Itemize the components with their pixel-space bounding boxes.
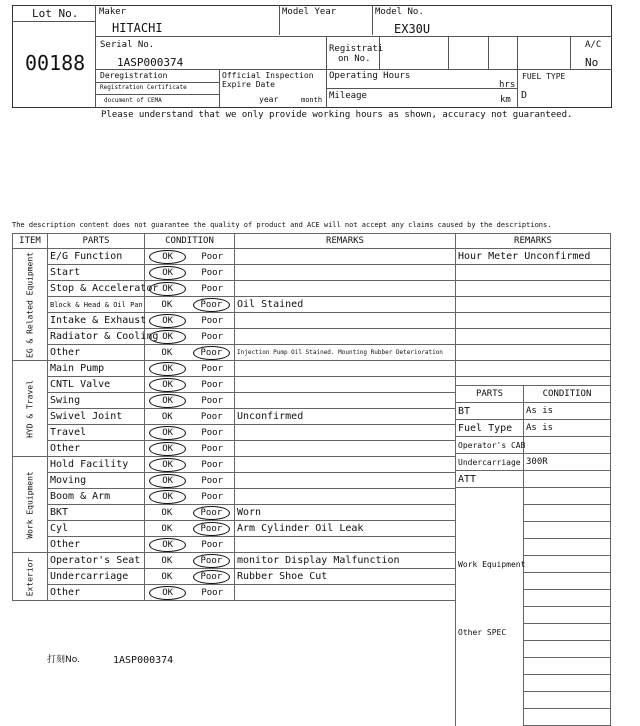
- spec-part: [456, 709, 524, 726]
- part-name: Start: [48, 265, 145, 281]
- spec-part: [456, 692, 524, 709]
- spec-part: [456, 539, 524, 556]
- spec-condition: [524, 556, 611, 573]
- spec-row: [456, 522, 611, 539]
- part-name: Block & Head & Oil Pan: [48, 297, 145, 313]
- spec-condition: [524, 539, 611, 556]
- condition-cell: [145, 505, 235, 521]
- condition-cell: [145, 489, 235, 505]
- ok-option[interactable]: OK: [149, 394, 186, 408]
- ok-option[interactable]: OK: [149, 458, 186, 472]
- remark-cell: [235, 457, 456, 473]
- ok-option[interactable]: OK: [161, 299, 173, 310]
- lot-no: 00188: [25, 51, 86, 75]
- table-row: [13, 329, 611, 345]
- spec-row: [456, 573, 611, 590]
- remark-cell: [235, 361, 456, 377]
- remark2-cell: [456, 345, 611, 361]
- stamp-no-label: 打刻No.: [47, 655, 80, 665]
- spec-part: Operator's CAB: [456, 437, 524, 454]
- condition-cell: [145, 281, 235, 297]
- poor-option[interactable]: Poor: [193, 298, 230, 312]
- poor-option[interactable]: Poor: [201, 395, 223, 406]
- ok-option[interactable]: OK: [149, 474, 186, 488]
- disclaimer-text: The description content does not guarantee the quality of product and ACE will not accept any claims caused by the descriptions.: [12, 221, 552, 229]
- spec-row: [456, 454, 611, 471]
- part-name: Other: [48, 585, 145, 601]
- model-no-value: EX30U: [394, 22, 431, 36]
- spec-part: BT: [456, 403, 524, 420]
- spec-part: [456, 641, 524, 658]
- spec-condition: [524, 658, 611, 675]
- spec-condition: [524, 624, 611, 641]
- spec-part: [456, 675, 524, 692]
- spec-condition: [524, 505, 611, 522]
- part-name: Travel: [48, 425, 145, 441]
- part-name: E/G Function: [48, 249, 145, 265]
- spec-row: [456, 505, 611, 522]
- table-row: [13, 345, 611, 361]
- part-name: Moving: [48, 473, 145, 489]
- serial-no-value: 1ASP000374: [117, 56, 184, 69]
- part-name: Hold Facility: [48, 457, 145, 473]
- group-label-cell: [13, 249, 48, 361]
- poor-option[interactable]: Poor: [201, 315, 223, 326]
- official-inspection-label-1: Official Inspection: [222, 71, 314, 80]
- group-label: Exterior: [25, 557, 35, 596]
- ok-option[interactable]: OK: [149, 266, 186, 280]
- spec-row: [456, 692, 611, 709]
- spec-row: [456, 437, 611, 454]
- spec-condition-header: CONDITION: [524, 386, 611, 403]
- part-name: Other: [48, 441, 145, 457]
- spec-part: ATT: [456, 471, 524, 488]
- poor-option[interactable]: Poor: [193, 506, 230, 520]
- condition-cell: [145, 537, 235, 553]
- part-name: Swing: [48, 393, 145, 409]
- spec-part: [456, 505, 524, 522]
- poor-option[interactable]: Poor: [193, 570, 230, 584]
- spec-part: Work Equipment: [456, 556, 524, 573]
- ok-option[interactable]: OK: [161, 507, 173, 518]
- spec-condition: [524, 641, 611, 658]
- remark-cell: [235, 489, 456, 505]
- spec-row: [456, 709, 611, 726]
- spec-condition: [524, 437, 611, 454]
- poor-option[interactable]: Poor: [201, 267, 223, 278]
- spec-row: [456, 471, 611, 488]
- spec-part: [456, 607, 524, 624]
- condition-cell: [145, 297, 235, 313]
- ok-option[interactable]: OK: [149, 250, 186, 264]
- deregistration-label: Deregistration: [100, 71, 168, 80]
- poor-option[interactable]: Poor: [201, 427, 223, 438]
- operating-hours-label: Operating Hours: [329, 71, 411, 81]
- spec-condition: As is: [524, 420, 611, 437]
- part-name: Intake & Exhaust: [48, 313, 145, 329]
- ac-value: No: [585, 56, 599, 69]
- spec-part: Other SPEC: [456, 624, 524, 641]
- stamp-no-value: 1ASP000374: [113, 655, 174, 666]
- registration-no-label-2: on No.: [338, 54, 371, 64]
- spec-row: [456, 403, 611, 420]
- remark-cell: [235, 377, 456, 393]
- spec-row: [456, 539, 611, 556]
- spec-condition: [524, 709, 611, 726]
- poor-option[interactable]: Poor: [201, 443, 223, 454]
- spec-condition: [524, 607, 611, 624]
- poor-option[interactable]: Poor: [201, 379, 223, 390]
- condition-cell: [145, 585, 235, 601]
- poor-option[interactable]: Poor: [193, 346, 230, 360]
- registration-no-label-1: Registrati: [329, 44, 384, 54]
- spec-row: [456, 556, 611, 573]
- col-condition: CONDITION: [145, 234, 235, 249]
- condition-cell: [145, 457, 235, 473]
- remark-cell: [235, 249, 456, 265]
- spec-row: [456, 658, 611, 675]
- table-row: [13, 313, 611, 329]
- poor-option[interactable]: Poor: [201, 363, 223, 374]
- poor-option[interactable]: Poor: [201, 251, 223, 262]
- condition-cell: [145, 265, 235, 281]
- remark2-cell: [456, 281, 611, 297]
- ok-option[interactable]: OK: [149, 586, 186, 600]
- condition-cell: [145, 329, 235, 345]
- table-row: [13, 249, 611, 265]
- spec-part: [456, 658, 524, 675]
- ok-option[interactable]: OK: [161, 411, 173, 422]
- ok-option[interactable]: OK: [149, 314, 186, 328]
- spec-row: [456, 624, 611, 641]
- year-label: year: [259, 95, 279, 104]
- table-row: [13, 281, 611, 297]
- ok-option[interactable]: OK: [161, 571, 173, 582]
- spec-part: [456, 488, 524, 505]
- ok-option[interactable]: OK: [149, 426, 186, 440]
- remark-cell: [235, 313, 456, 329]
- part-name: Operator's Seat: [48, 553, 145, 569]
- model-year-label: Model Year: [282, 7, 337, 17]
- table-row: [13, 361, 611, 377]
- col-item: ITEM: [13, 234, 48, 249]
- ok-option[interactable]: OK: [149, 442, 186, 456]
- spec-condition: [524, 675, 611, 692]
- remark-cell: Oil Stained: [235, 297, 456, 313]
- condition-cell: [145, 377, 235, 393]
- part-name: Radiator & Cooling: [48, 329, 145, 345]
- ac-label: A/C: [585, 40, 602, 50]
- spec-condition: As is: [524, 403, 611, 420]
- condition-cell: [145, 553, 235, 569]
- remark2-cell: Hour Meter Unconfirmed: [456, 249, 611, 265]
- spec-part: [456, 522, 524, 539]
- ok-option[interactable]: OK: [149, 282, 186, 296]
- ok-option[interactable]: OK: [149, 378, 186, 392]
- part-name: Stop & Accelerator: [48, 281, 145, 297]
- spec-condition: [524, 471, 611, 488]
- poor-option[interactable]: Poor: [193, 522, 230, 536]
- spec-condition: [524, 692, 611, 709]
- poor-option[interactable]: Poor: [201, 331, 223, 342]
- remark2-cell: [456, 265, 611, 281]
- remark-cell: Worn: [235, 505, 456, 521]
- condition-cell: [145, 249, 235, 265]
- remark2-cell: [456, 313, 611, 329]
- remark-cell: monitor Display Malfunction: [235, 553, 456, 569]
- spec-part: Undercarriage: [456, 454, 524, 471]
- km-label: km: [500, 95, 511, 105]
- table-row: [13, 265, 611, 281]
- condition-cell: [145, 521, 235, 537]
- model-no-label: Model No.: [375, 7, 424, 17]
- condition-cell: [145, 345, 235, 361]
- group-label: Work Equipment: [25, 470, 35, 539]
- spec-condition: [524, 488, 611, 505]
- poor-option[interactable]: Poor: [200, 411, 223, 422]
- spec-parts-header: PARTS: [456, 386, 524, 403]
- part-name: CNTL Valve: [48, 377, 145, 393]
- spec-part: Fuel Type: [456, 420, 524, 437]
- part-name: Other: [48, 537, 145, 553]
- remark-cell: [235, 265, 456, 281]
- condition-cell: [145, 441, 235, 457]
- part-name: Cyl: [48, 521, 145, 537]
- remark-cell: [235, 537, 456, 553]
- condition-cell: [145, 313, 235, 329]
- condition-cell: [145, 393, 235, 409]
- fuel-type-label: FUEL TYPE: [522, 72, 566, 81]
- poor-option[interactable]: Poor: [201, 459, 223, 470]
- condition-cell: [145, 569, 235, 585]
- remark2-cell: [456, 329, 611, 345]
- poor-option[interactable]: Poor: [201, 283, 223, 294]
- official-inspection-label-2: Expire Date: [222, 80, 275, 89]
- remark-cell: [235, 393, 456, 409]
- hrs-label: hrs: [499, 80, 516, 90]
- part-name: Main Pump: [48, 361, 145, 377]
- condition-cell: [145, 425, 235, 441]
- remark2-cell: [456, 361, 611, 377]
- spec-row: [456, 590, 611, 607]
- group-label: EG & Related Equipment: [25, 251, 35, 358]
- spec-table: [455, 385, 611, 726]
- spec-part: [456, 573, 524, 590]
- ok-option[interactable]: OK: [149, 362, 186, 376]
- remark-cell: [235, 329, 456, 345]
- poor-option[interactable]: Poor: [201, 491, 223, 502]
- col-remarks-2: REMARKS: [456, 234, 611, 249]
- poor-option[interactable]: Poor: [201, 539, 223, 550]
- remark-cell: Unconfirmed: [235, 409, 456, 425]
- mileage-label: Mileage: [329, 91, 367, 101]
- group-label-cell: [13, 553, 48, 601]
- remark-cell: [235, 473, 456, 489]
- condition-cell: [145, 361, 235, 377]
- spec-condition: [524, 590, 611, 607]
- maker-value: HITACHI: [112, 21, 163, 35]
- group-label-cell: [13, 361, 48, 457]
- ok-option[interactable]: OK: [161, 555, 173, 566]
- condition-cell: [145, 409, 235, 425]
- remark-cell: Arm Cylinder Oil Leak: [235, 521, 456, 537]
- document-of-cema-label: document of CEMA: [104, 97, 162, 104]
- col-parts: PARTS: [48, 234, 145, 249]
- ok-option[interactable]: OK: [149, 538, 186, 552]
- lot-no-label: Lot No.: [32, 7, 79, 20]
- ok-option[interactable]: OK: [161, 523, 173, 534]
- serial-no-label: Serial No.: [100, 40, 155, 50]
- spec-row: [456, 675, 611, 692]
- remark-cell: Rubber Shoe Cut: [235, 569, 456, 585]
- poor-option[interactable]: Poor: [201, 475, 223, 486]
- notice-text: Please understand that we only provide working hours as shown, accuracy not guaranteed.: [101, 110, 573, 120]
- spec-row: [456, 641, 611, 658]
- part-name: Other: [48, 345, 145, 361]
- spec-condition: [524, 573, 611, 590]
- month-label: month: [301, 96, 323, 104]
- spec-part: [456, 590, 524, 607]
- group-label-cell: [13, 457, 48, 553]
- part-name: Undercarriage: [48, 569, 145, 585]
- part-name: Swivel Joint: [48, 409, 145, 425]
- ok-option[interactable]: OK: [149, 490, 186, 504]
- spec-row: [456, 488, 611, 505]
- remark-cell: [235, 281, 456, 297]
- remark-cell: Injection Pump Oil Stained. Mounting Rubber Deterioration: [235, 345, 456, 361]
- condition-cell: [145, 473, 235, 489]
- remark-cell: [235, 441, 456, 457]
- ok-option[interactable]: OK: [161, 347, 173, 358]
- maker-label: Maker: [99, 7, 127, 17]
- part-name: BKT: [48, 505, 145, 521]
- col-remarks: REMARKS: [235, 234, 456, 249]
- group-label: HYD & Travel: [25, 379, 35, 438]
- table-row: [13, 297, 611, 313]
- spec-row: [456, 420, 611, 437]
- spec-row: [456, 607, 611, 624]
- fuel-type-value: D: [521, 90, 528, 101]
- poor-option[interactable]: Poor: [193, 554, 230, 568]
- registration-certificate-label: Registration Certificate: [100, 84, 187, 91]
- poor-option[interactable]: Poor: [201, 587, 223, 598]
- spec-condition: 300R: [524, 454, 611, 471]
- part-name: Boom & Arm: [48, 489, 145, 505]
- remark2-cell: [456, 297, 611, 313]
- remark-cell: [235, 425, 456, 441]
- ok-option[interactable]: OK: [149, 330, 186, 344]
- spec-condition: [524, 522, 611, 539]
- remark-cell: [235, 585, 456, 601]
